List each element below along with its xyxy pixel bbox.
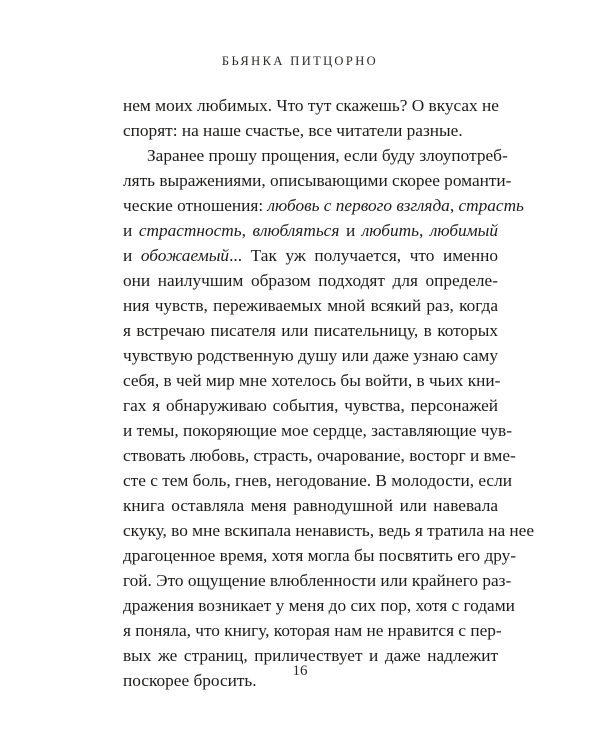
text-run: , [449,196,459,215]
text-line [123,218,498,243]
text-line [123,343,498,368]
text-line [123,168,512,193]
text-run: поскорее бросить. [123,671,257,690]
text-run: дражения возникает у меня до сих пор, хотя с годами [123,596,515,615]
text-run: гой. Это ощущение влюбленности или крайнего раз- [123,571,512,590]
text-line [123,118,498,143]
text-line [123,618,502,643]
text-run: , [241,221,253,240]
text-run: лять выражениями, описывающими скорее романти- [123,171,512,190]
text-run: нем моих любимых. Что тут скажешь? О вкусах не [123,96,499,115]
text-line [123,593,515,618]
text-run: себя, в чей мир мне хотелось бы войти, в чьих кни- [123,371,501,390]
text-line [123,393,498,418]
text-run: я встречаю писателя или писательницу, в которых [123,321,498,340]
text-run: и [123,221,139,240]
text-line [123,293,498,318]
text-run: Заранее прошу прощения, если буду злоупотреб- [147,146,508,165]
text-line [123,418,512,443]
italic-phrase: любовь с первого взгляда [267,196,450,215]
text-run: , [418,221,430,240]
text-line [123,543,517,568]
text-run: сте с тем боль, гнев, негодование. В молодости, если [123,471,512,490]
italic-phrase: любимый [429,221,499,240]
text-run: ствовать любовь, страсть, очарование, восторг и вме- [123,446,516,465]
italic-phrase: страсть [458,196,524,215]
italic-phrase: страстность [138,221,242,240]
body-text [123,93,535,693]
italic-phrase: обожаемый [140,246,230,265]
text-run: вых же страниц, приличествует и даже надлежит [123,646,498,665]
text-run: спорят: на наше счастье, все читатели разные. [123,121,463,140]
text-run: они наилучшим образом подходят для определе- [123,271,498,290]
text-run: и [339,221,362,240]
text-run: гах я обнаруживаю события, чувства, персонажей [123,396,498,415]
text-line [123,493,498,518]
text-line [123,318,498,343]
text-line [123,243,498,268]
text-run: драгоценное время, хотя могла бы посвятить его дру- [123,546,517,565]
text-run: и [123,246,141,265]
text-run: чувствую родственную душу или даже узнаю саму [123,346,498,365]
text-run: ческие отношения: [123,196,268,215]
text-line [123,143,508,168]
text-line [123,518,535,543]
text-line [123,468,512,493]
running-head-author: БЬЯНКА ПИТЦОРНО [221,54,379,68]
text-run: скуку, во мне вскипала ненависть, ведь я тратила на нее [123,521,535,540]
text-line [123,193,524,218]
text-line [123,368,501,393]
text-run: книга оставляла меня равнодушной или навевала [123,496,498,515]
text-run: я поняла, что книгу, которая нам не нравится с пер- [123,621,502,640]
text-line [123,443,516,468]
page-number: 16 [292,663,308,679]
italic-phrase: влюбляться [252,221,340,240]
text-line [123,268,498,293]
text-line [123,93,498,118]
text-line [123,568,512,593]
text-run: ния чувств, переживаемых мной всякий раз, когда [123,296,498,315]
text-run: и темы, покоряющие мое сердце, заставляющие чув- [123,421,512,440]
text-run: ... Так уж получается, что именно [229,246,498,265]
italic-phrase: любить [361,221,419,240]
